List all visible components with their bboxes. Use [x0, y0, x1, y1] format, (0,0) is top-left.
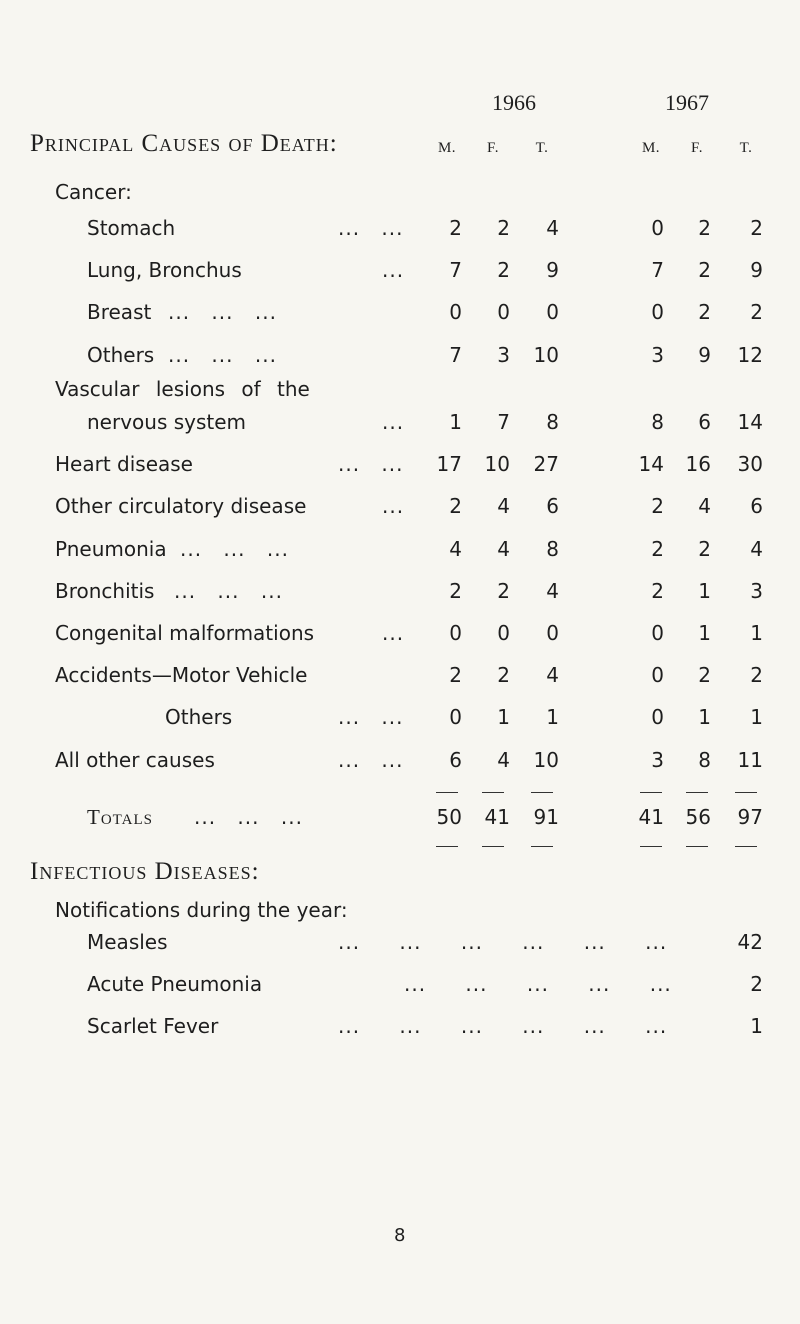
row-value: 9 — [546, 258, 559, 282]
notification-leader-dots: ... ... ... ... ... ... — [338, 1014, 668, 1038]
row-label: Congenital malformations — [55, 621, 315, 645]
row-value: 4 — [497, 494, 510, 518]
row-value: 2 — [449, 494, 462, 518]
notification-value: 2 — [750, 972, 763, 996]
row-value: 2 — [497, 258, 510, 282]
row-value: 16 — [685, 452, 711, 476]
row-value: 1 — [750, 705, 763, 729]
row-label-continued: nervous system — [87, 410, 247, 434]
column-header-5: T. — [739, 140, 753, 156]
rule-dash — [640, 846, 662, 847]
totals-value: 56 — [685, 805, 711, 829]
row-value: 0 — [497, 621, 510, 645]
notification-label: Scarlet Fever — [87, 1014, 219, 1038]
rule-dash — [531, 846, 553, 847]
row-value: 7 — [651, 258, 664, 282]
section-title-causes-of-death: Principal Causes of Death: — [30, 130, 338, 157]
row-value: 0 — [651, 216, 664, 240]
row-leader-dots: ... — [382, 494, 405, 518]
row-label: Accidents—Motor Vehicle — [55, 663, 308, 687]
row-value: 4 — [497, 748, 510, 772]
row-label: Others — [87, 343, 155, 367]
row-label: Lung, Bronchus — [87, 258, 242, 282]
row-leader-dots: ... ... ... — [168, 300, 277, 324]
row-value: 1 — [546, 705, 559, 729]
notification-label: Acute Pneumonia — [87, 972, 263, 996]
row-value: 14 — [737, 410, 763, 434]
row-value: 1 — [698, 705, 711, 729]
section-title-infectious-diseases: Infectious Diseases: — [30, 858, 260, 885]
rule-dash — [531, 792, 553, 793]
row-value: 30 — [737, 452, 763, 476]
totals-value: 41 — [484, 805, 510, 829]
notification-value: 42 — [737, 930, 763, 954]
row-value: 7 — [449, 343, 462, 367]
notification-label: Measles — [87, 930, 168, 954]
row-value: 10 — [533, 748, 559, 772]
row-value: 0 — [546, 621, 559, 645]
notification-leader-dots: ... ... ... ... ... — [404, 972, 672, 996]
row-leader-dots: ... — [382, 621, 405, 645]
row-value: 12 — [737, 343, 763, 367]
row-value: 2 — [497, 579, 510, 603]
row-value: 0 — [546, 300, 559, 324]
row-value: 11 — [737, 748, 763, 772]
notification-leader-dots: ... ... ... ... ... ... — [338, 930, 668, 954]
row-value: 7 — [449, 258, 462, 282]
row-value: 8 — [651, 410, 664, 434]
row-value: 4 — [497, 537, 510, 561]
row-value: 7 — [497, 410, 510, 434]
row-label: Stomach — [87, 216, 176, 240]
column-header-2: T. — [535, 140, 549, 156]
row-value: 6 — [698, 410, 711, 434]
row-label: Other circulatory disease — [55, 494, 307, 518]
row-value: 0 — [651, 663, 664, 687]
row-value: 2 — [698, 258, 711, 282]
row-value: 2 — [698, 300, 711, 324]
row-leader-dots: ... — [382, 258, 405, 282]
row-value: 0 — [449, 621, 462, 645]
row-label: Others — [165, 705, 233, 729]
row-value: 10 — [484, 452, 510, 476]
row-value: 9 — [750, 258, 763, 282]
row-label: Pneumonia — [55, 537, 167, 561]
row-label: All other causes — [55, 748, 215, 772]
totals-value: 91 — [533, 805, 559, 829]
row-label: Vascular lesions of the — [55, 377, 310, 401]
row-value: 2 — [698, 537, 711, 561]
notification-value: 1 — [750, 1014, 763, 1038]
row-value: 1 — [698, 621, 711, 645]
row-value: 27 — [533, 452, 559, 476]
column-header-3: M. — [641, 140, 661, 156]
row-leader-dots: ... ... ... — [168, 343, 277, 367]
row-value: 6 — [546, 494, 559, 518]
page-number: 8 — [394, 1225, 406, 1246]
rule-dash — [436, 846, 458, 847]
row-value: 2 — [750, 300, 763, 324]
row-value: 2 — [651, 537, 664, 561]
row-value: 1 — [750, 621, 763, 645]
row-value: 8 — [698, 748, 711, 772]
rule-dash — [686, 792, 708, 793]
rule-dash — [482, 792, 504, 793]
rule-dash — [735, 792, 757, 793]
totals-leader-dots: ... ... ... — [194, 805, 303, 829]
row-leader-dots: ... ... — [338, 452, 404, 476]
row-value: 0 — [449, 300, 462, 324]
column-header-1: F. — [487, 140, 499, 156]
row-value: 4 — [449, 537, 462, 561]
row-value: 6 — [750, 494, 763, 518]
row-value: 17 — [436, 452, 462, 476]
column-header-4: F. — [691, 140, 703, 156]
row-value: 0 — [651, 300, 664, 324]
rule-dash — [686, 846, 708, 847]
row-value: 9 — [698, 343, 711, 367]
row-value: 10 — [533, 343, 559, 367]
cancer-heading: Cancer: — [55, 180, 132, 204]
row-leader-dots: ... ... — [338, 705, 404, 729]
row-value: 2 — [449, 216, 462, 240]
totals-value: 41 — [638, 805, 664, 829]
row-value: 8 — [546, 410, 559, 434]
row-value: 8 — [546, 537, 559, 561]
row-value: 4 — [546, 579, 559, 603]
rule-dash — [482, 846, 504, 847]
row-leader-dots: ... ... ... — [174, 579, 283, 603]
totals-label: Totals — [87, 805, 153, 829]
column-header-0: M. — [437, 140, 457, 156]
rule-dash — [640, 792, 662, 793]
row-value: 0 — [449, 705, 462, 729]
row-value: 0 — [651, 621, 664, 645]
row-label: Heart disease — [55, 452, 193, 476]
totals-value: 97 — [737, 805, 763, 829]
row-value: 1 — [698, 579, 711, 603]
row-value: 0 — [497, 300, 510, 324]
notifications-subtitle: Notifications during the year: — [55, 898, 348, 922]
row-value: 2 — [750, 663, 763, 687]
row-value: 2 — [698, 663, 711, 687]
row-value: 2 — [698, 216, 711, 240]
row-label: Breast — [87, 300, 152, 324]
row-value: 2 — [449, 579, 462, 603]
row-value: 4 — [546, 663, 559, 687]
row-value: 2 — [651, 494, 664, 518]
row-value: 2 — [497, 216, 510, 240]
row-leader-dots: ... — [382, 410, 405, 434]
row-value: 1 — [497, 705, 510, 729]
year-1966-heading: 1966 — [492, 90, 536, 115]
row-value: 3 — [497, 343, 510, 367]
row-value: 2 — [497, 663, 510, 687]
row-value: 3 — [651, 748, 664, 772]
year-1967-heading: 1967 — [665, 90, 709, 115]
row-value: 1 — [449, 410, 462, 434]
row-value: 2 — [449, 663, 462, 687]
row-value: 0 — [651, 705, 664, 729]
row-value: 4 — [750, 537, 763, 561]
row-value: 14 — [638, 452, 664, 476]
row-value: 6 — [449, 748, 462, 772]
rule-dash — [436, 792, 458, 793]
row-value: 2 — [651, 579, 664, 603]
row-value: 3 — [651, 343, 664, 367]
row-value: 4 — [698, 494, 711, 518]
row-leader-dots: ... ... ... — [180, 537, 289, 561]
row-leader-dots: ... ... — [338, 216, 404, 240]
row-leader-dots: ... ... — [338, 748, 404, 772]
row-label: Bronchitis — [55, 579, 155, 603]
totals-value: 50 — [436, 805, 462, 829]
row-value: 4 — [546, 216, 559, 240]
rule-dash — [735, 846, 757, 847]
row-value: 3 — [750, 579, 763, 603]
row-value: 2 — [750, 216, 763, 240]
